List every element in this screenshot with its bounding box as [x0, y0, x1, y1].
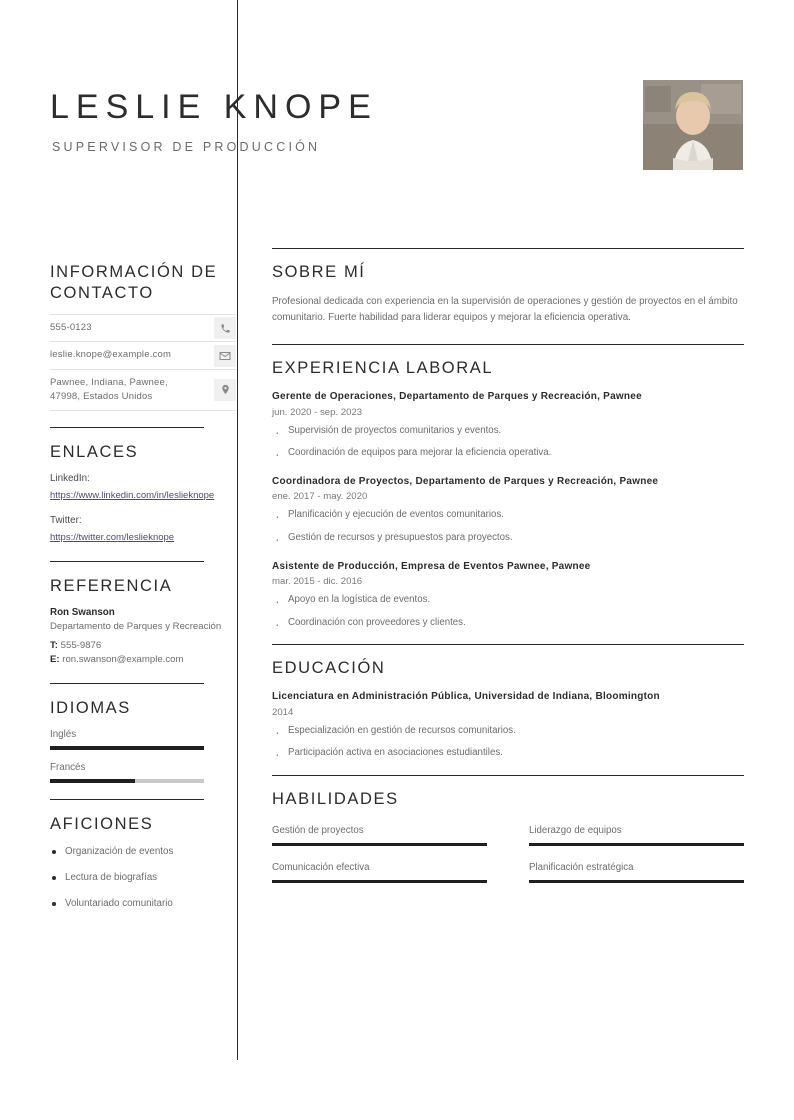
- section-title-reference: REFERENCIA: [50, 576, 173, 595]
- experience-dates: mar. 2015 - dic. 2016: [272, 576, 363, 587]
- experience-role: Coordinadora de Proyectos, Departamento de Parques y Recreación, Pawnee: [272, 475, 659, 487]
- divider: [50, 683, 204, 684]
- section-links: [50, 442, 236, 545]
- list-item: Voluntariado comunitario: [50, 897, 236, 912]
- skill-level-fill: [529, 880, 744, 883]
- divider: [50, 799, 204, 800]
- section-experience: [272, 345, 744, 630]
- link-url-twitter[interactable]: https://twitter.com/leslieknope: [50, 531, 175, 543]
- contact-address: [50, 370, 236, 411]
- language-level-bar: [50, 779, 204, 783]
- section-title-experience: EXPERIENCIA LABORAL: [272, 359, 494, 378]
- divider: [50, 427, 204, 428]
- experience-role: Asistente de Producción, Empresa de Eventos Pawnee, Pawnee: [272, 560, 591, 572]
- page-title: LESLIE KNOPE: [50, 88, 378, 126]
- experience-bullet: · Planificación y ejecución de eventos comunitarios.: [272, 508, 744, 523]
- link-item-linkedin: [50, 473, 236, 503]
- education-bullet: · Participación activa en asociaciones estudiantiles.: [272, 746, 744, 761]
- skill-item: [529, 825, 744, 846]
- skill-level-fill: [529, 843, 744, 846]
- contact-phone: [50, 314, 236, 342]
- contact-address-value: Pawnee, Indiana, Pawnee, 47998, Estados Unidos: [50, 377, 168, 402]
- experience-bullet: · Apoyo en la logística de eventos.: [272, 593, 744, 608]
- contact-phone-value: 555-0123: [50, 322, 92, 334]
- list-item: Lectura de biografías: [50, 871, 236, 886]
- language-level-fill: [50, 779, 135, 783]
- reference-phone: [50, 639, 236, 653]
- section-title-education: EDUCACIÓN: [272, 659, 386, 678]
- section-title-skills: HABILIDADES: [272, 789, 399, 808]
- language-level-bar: [50, 746, 204, 750]
- experience-bullet: · Coordinación de equipos para mejorar la eficiencia operativa.: [272, 446, 744, 461]
- experience-bullet: · Gestión de recursos y presupuestos para proyectos.: [272, 531, 744, 546]
- divider: [50, 561, 204, 562]
- job-title: SUPERVISOR DE PRODUCCIÓN: [52, 140, 321, 154]
- sidebar: [50, 262, 236, 922]
- about-text: Profesional dedicada con experiencia en la supervisión de operaciones y gestión de proyectos en el ámbito comunitario. Fuerte habilidad para liderar equipos y mejorar la eficiencia operativa.: [272, 296, 738, 324]
- link-url-linkedin[interactable]: https://www.linkedin.com/in/leslieknope: [50, 489, 215, 501]
- reference-email-label: E:: [50, 654, 60, 666]
- skill-name: Liderazgo de equipos: [529, 824, 622, 836]
- reference-email: [50, 653, 236, 667]
- education-bullet: · Especialización en gestión de recursos comunitarios.: [272, 724, 744, 739]
- education-dates: 2014: [272, 706, 294, 718]
- section-about: [272, 249, 744, 326]
- experience-item: [272, 560, 744, 631]
- reference-phone-value: 555-9876: [60, 640, 102, 652]
- section-contact: [50, 262, 236, 411]
- experience-dates: ene. 2017 - may. 2020: [272, 491, 368, 503]
- language-name: Francés: [50, 762, 86, 774]
- phone-icon: [214, 317, 236, 339]
- contact-list: [50, 314, 236, 411]
- skill-level-fill: [272, 880, 487, 883]
- section-skills: [272, 776, 744, 899]
- skill-level-bar: [529, 843, 744, 846]
- location-pin-icon: [214, 379, 236, 401]
- skill-level-fill: [272, 843, 487, 846]
- experience-bullet: · Supervisión de proyectos comunitarios y eventos.: [272, 424, 744, 439]
- reference-email-value: ron.swanson@example.com: [62, 654, 184, 666]
- resume-header: [0, 0, 794, 180]
- section-title-about: SOBRE MÍ: [272, 263, 366, 281]
- experience-bullet: · Coordinación con proveedores y clientes.: [272, 616, 744, 631]
- contact-email: [50, 342, 236, 370]
- education-item: [272, 690, 744, 761]
- skill-item: [272, 862, 487, 883]
- skill-name: Gestión de proyectos: [272, 824, 364, 836]
- skill-item: [272, 825, 487, 846]
- list-item: Organización de eventos: [50, 845, 236, 860]
- experience-item: [272, 475, 744, 546]
- language-item: [50, 762, 236, 783]
- language-name: Inglés: [50, 729, 77, 741]
- section-languages: [50, 698, 236, 783]
- section-title-contact: INFORMACIÓN DE CONTACTO: [50, 263, 218, 303]
- experience-role: Gerente de Operaciones, Departamento de Parques y Recreación, Pawnee: [272, 391, 642, 403]
- skill-item: [529, 862, 744, 883]
- education-degree: Licenciatura en Administración Pública, Universidad de Indiana, Bloomington: [272, 691, 660, 703]
- link-label: LinkedIn:: [50, 472, 90, 484]
- avatar: [643, 80, 743, 170]
- portrait-photo-icon: [643, 80, 743, 170]
- section-title-hobbies: AFICIONES: [50, 815, 154, 834]
- reference-organization: Departamento de Parques y Recreación: [50, 620, 222, 632]
- section-reference: [50, 576, 236, 667]
- link-label: Twitter:: [50, 514, 82, 526]
- reference-phone-label: T:: [50, 640, 58, 652]
- language-item: [50, 729, 236, 750]
- contact-email-value: leslie.knope@example.com: [50, 349, 172, 361]
- skill-level-bar: [529, 880, 744, 883]
- experience-item: [272, 390, 744, 461]
- experience-dates: jun. 2020 - sep. 2023: [272, 406, 363, 418]
- main-content: [272, 248, 744, 899]
- link-item-twitter: [50, 515, 236, 545]
- language-level-fill: [50, 746, 204, 750]
- skill-level-bar: [272, 843, 487, 846]
- skills-grid: [272, 821, 744, 899]
- reference-name: Ron Swanson: [50, 606, 115, 618]
- skill-name: Comunicación efectiva: [272, 861, 370, 873]
- section-title-languages: IDIOMAS: [50, 699, 131, 718]
- envelope-icon: [214, 345, 236, 367]
- skill-level-bar: [272, 880, 487, 883]
- section-education: [272, 645, 744, 761]
- skill-name: Planificación estratégica: [529, 861, 634, 873]
- section-title-links: ENLACES: [50, 442, 139, 461]
- section-hobbies: [50, 814, 236, 911]
